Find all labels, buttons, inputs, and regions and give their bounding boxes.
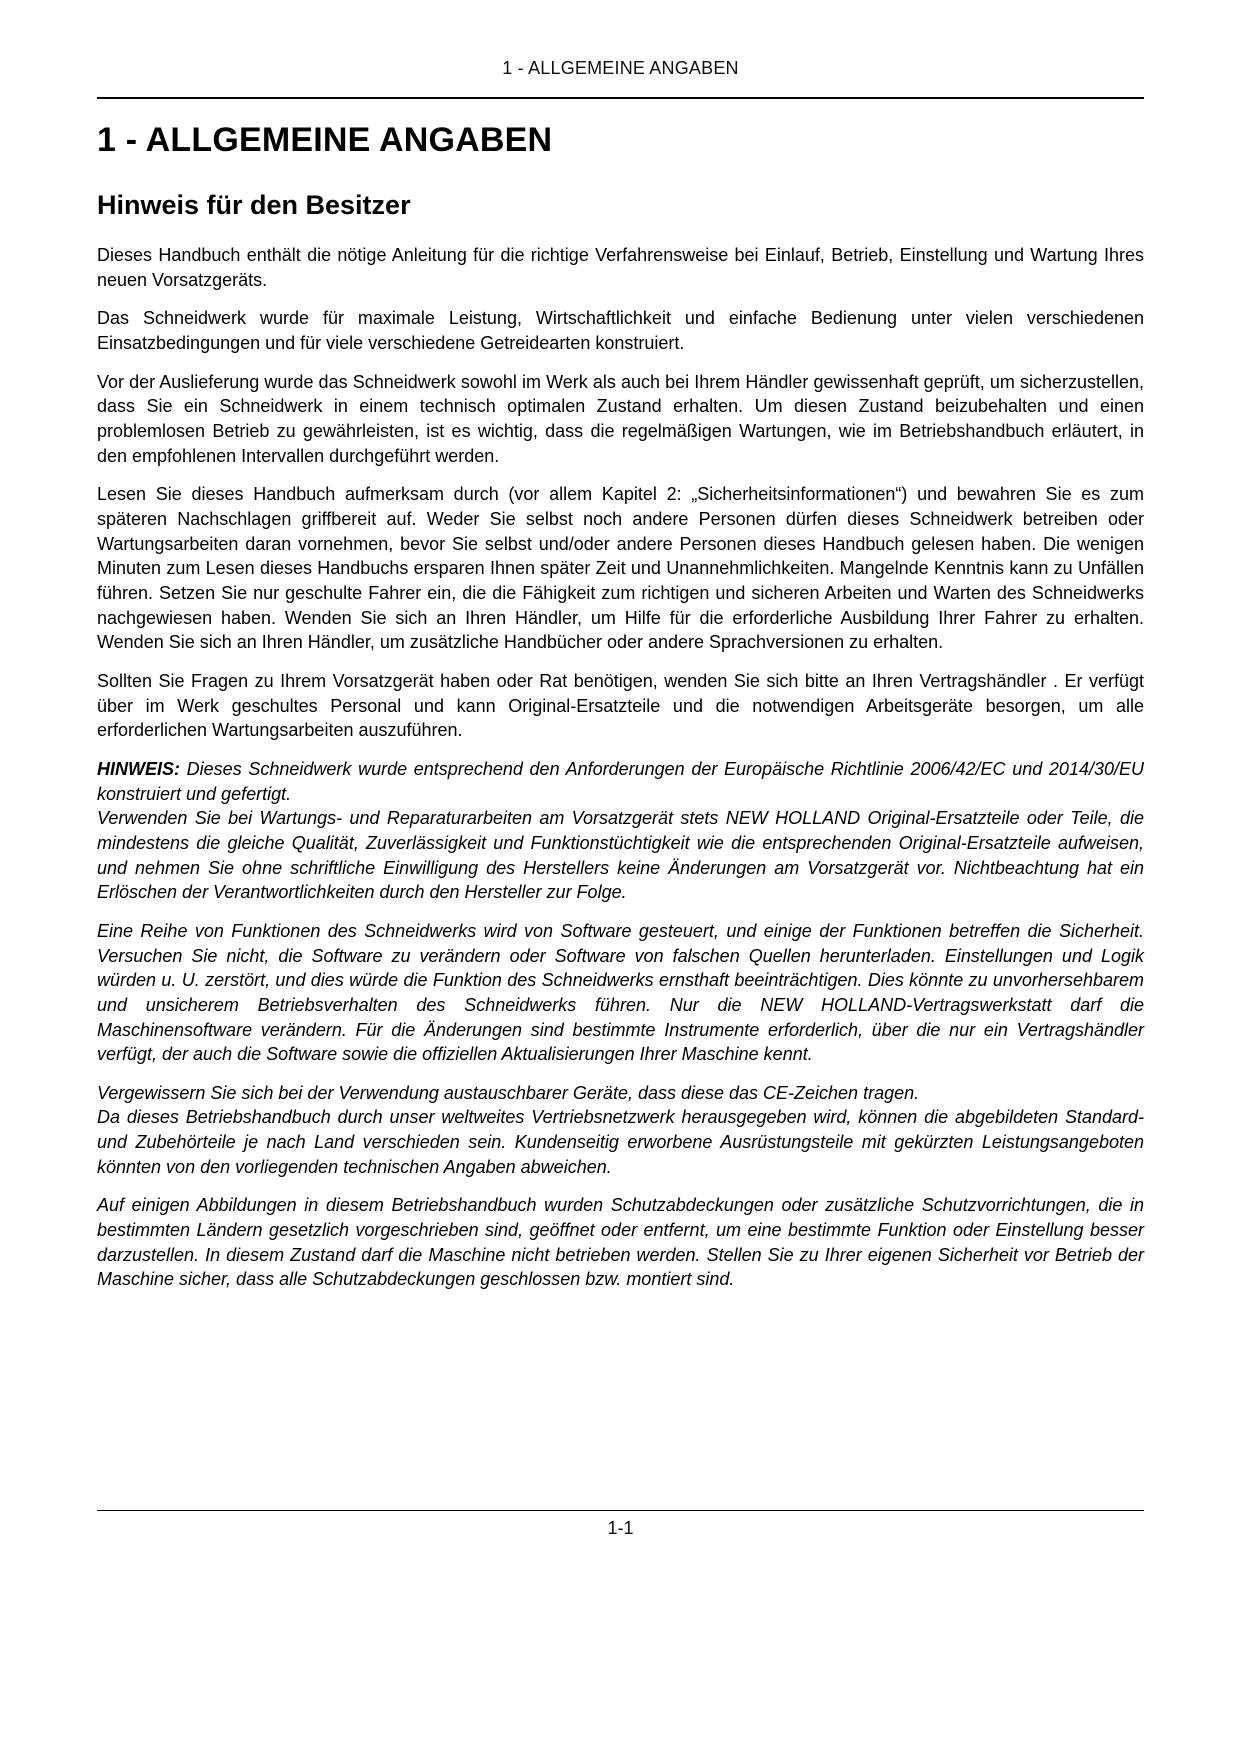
page-number: 1-1 (607, 1518, 634, 1538)
paragraph-segment: Lesen Sie dieses Handbuch aufmerksam durch (vor allem Kapitel 2: „Sicherheitsinformationen“) und bewahren Sie es zum späteren Nachschlagen griffbereit auf. Weder Sie selbst noch andere Personen dürfen dieses Schneidwerk betreiben oder Wartungsarbeiten daran vornehmen, bevor Sie selbst und/oder andere Personen dieses Handbuch gelesen haben. Die wenigen Minuten zum Lesen dieses Handbuchs ersparen Ihnen später Zeit und Unannehmlichkeiten. Mangelnde Kenntnis kann zu Unfällen führen. Setzen Sie nur geschulte Fahrer ein, die die Fähigkeit zum richtigen und sicheren Arbeiten und Warten des Schneidwerks nachgewiesen haben. Wenden Sie sich an Ihren Händler, um Hilfe für die erforderliche Ausbildung Ihrer Fahrer zu erhalten. Wenden Sie sich an Ihren Händler, um zusätzliche Handbücher oder andere Sprachversionen zu erhalten. (97, 484, 1144, 653)
paragraph (97, 1081, 1144, 1180)
paragraph (97, 1193, 1144, 1292)
paragraph (97, 306, 1144, 355)
chapter-title: 1 - ALLGEMEINE ANGABEN (97, 121, 553, 159)
paragraph (97, 482, 1144, 655)
paragraph (97, 669, 1144, 743)
paragraph-segment: Eine Reihe von Funktionen des Schneidwerks wird von Software gesteuert, und einige der Funktionen betreffen die Sicherheit. Versuchen Sie nicht, die Software zu verändern oder Software von falschen Quellen herunterladen. Einstellungen und Logik würden u. U. zerstört, und dies würde die Funktion des Schneidwerks ernsthaft beeinträchtigen. Dies könnte zu unvorhersehbarem und unsicherem Betriebsverhalten des Schneidwerks führen. Nur die NEW HOLLAND-Vertragswerkstatt darf die Maschinensoftware verändern. Für die Änderungen sind bestimmte Instrumente erforderlich, über die nur ein Vertragshändler verfügt, der auch die Software sowie die offiziellen Aktualisierungen Ihrer Maschine kennt. (97, 920, 1144, 1065)
paragraph-segment: HINWEIS: Dieses Schneidwerk wurde entsprechend den Anforderungen der Europäische Richtlinie 2006/42/EC und 2014/30/EU konstruiert und gefertigt. (97, 758, 1144, 804)
paragraph-segment: Sollten Sie Fragen zu Ihrem Vorsatzgerät haben oder Rat benötigen, wenden Sie sich bitte an Ihren Vertragshändler . Er verfügt über im Werk geschultes Personal und kann Original-Ersatzteile und die notwendigen Arbeitsgeräte besorgen, um alle erforderlichen Wartungsarbeiten auszuführen. (97, 670, 1144, 741)
header-rule (97, 97, 1144, 99)
paragraph-segment: Da dieses Betriebshandbuch durch unser weltweites Vertriebsnetzwerk herausgegeben wird, können die abgebildeten Standard- und Zubehörteile je nach Land verschieden sein. Kundenseitig erworbene Ausrüstungsteile mit gekürzten Leistungsangeboten könnten von den vorliegenden technischen Angaben abweichen. (97, 1107, 1144, 1177)
paragraph-segment: Vergewissern Sie sich bei der Verwendung austauschbarer Geräte, dass diese das CE-Zeichen tragen. (97, 1082, 920, 1103)
page-content (97, 121, 1144, 1306)
paragraph (97, 919, 1144, 1067)
paragraph (97, 243, 1144, 292)
running-header: 1 - ALLGEMEINE ANGABEN (502, 58, 739, 78)
paragraph-segment: Auf einigen Abbildungen in diesem Betriebshandbuch wurden Schutzabdeckungen oder zusätzliche Schutzvorrichtungen, die in bestimmten Ländern gesetzlich vorgeschrieben sind, geöffnet oder entfernt, um eine bestimmte Funktion oder Einstellung besser darzustellen. In diesem Zustand darf die Maschine nicht betrieben werden. Stellen Sie zu Ihrer eigenen Sicherheit vor Betrieb der Maschine sicher, dass alle Schutzabdeckungen geschlossen bzw. montiert sind. (97, 1195, 1144, 1290)
paragraph-segment: Dieses Handbuch enthält die nötige Anleitung für die richtige Verfahrensweise bei Einlauf, Betrieb, Einstellung und Wartung Ihres neuen Vorsatzgeräts. (97, 245, 1144, 290)
paragraph-segment: Das Schneidwerk wurde für maximale Leistung, Wirtschaftlichkeit und einfache Bedienung unter vielen verschiedenen Einsatzbedingungen und für viele verschiedene Getreidearten konstruiert. (97, 308, 1144, 354)
paragraph (97, 757, 1144, 905)
paragraph-segment: Vor der Auslieferung wurde das Schneidwerk sowohl im Werk als auch bei Ihrem Händler gewissenhaft geprüft, um sicherzustellen, dass Sie ein Schneidwerk in einem technisch optimalen Zustand erhalten. Um diesen Zustand beizubehalten und einen problemlosen Betrieb zu gewährleisten, ist es wichtig, dass die regelmäßigen Wartungen, wie im Betriebshandbuch erläutert, in den empfohlenen Intervallen durchgeführt werden. (97, 371, 1144, 466)
body-blocks (97, 243, 1144, 1292)
paragraph (97, 370, 1144, 469)
note-label: HINWEIS: (97, 758, 187, 779)
paragraph-segment: Verwenden Sie bei Wartungs- und Reparaturarbeiten am Vorsatzgerät stets NEW HOLLAND Original-Ersatzteile oder Teile, die mindestens die gleiche Qualität, Zuverlässigkeit und Funktionstüchtigkeit wie die entsprechenden Original-Ersatzteile aufweisen, und nehmen Sie ohne schriftliche Einwilligung des Herstellers keine Änderungen am Vorsatzgerät vor. Nichtbeachtung hat ein Erlöschen der Verantwortlichkeiten durch den Hersteller zur Folge. (97, 808, 1144, 903)
section-heading: Hinweis für den Besitzer (97, 190, 411, 221)
footer-rule (97, 1510, 1144, 1511)
